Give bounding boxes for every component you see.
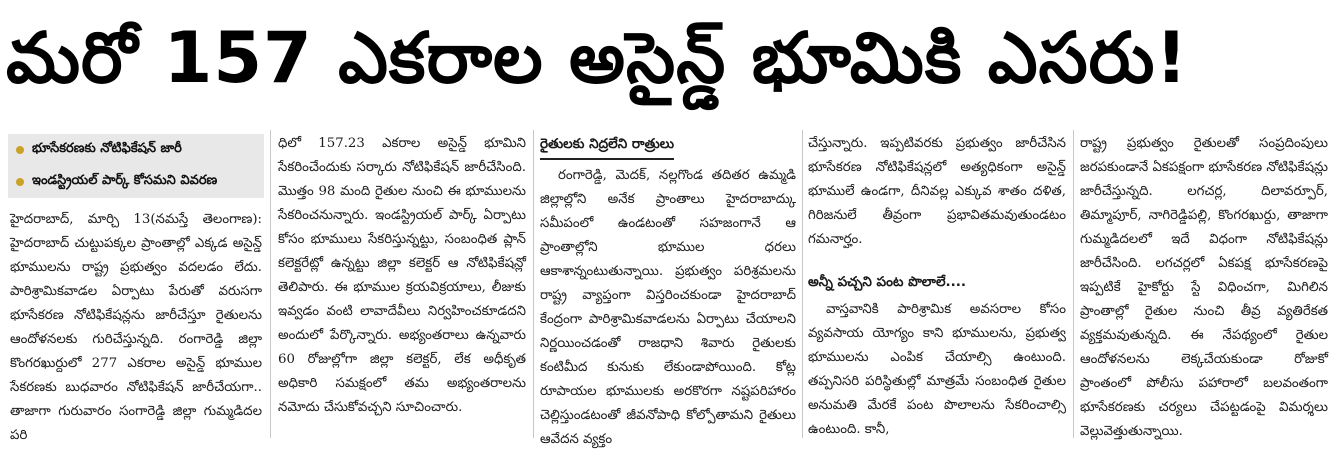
highlights-box <box>8 134 264 198</box>
column-divider <box>802 130 803 438</box>
article-column-2 <box>278 132 526 438</box>
paragraph: హైదరాబాద్, మార్చి 13(నమస్తే తెలంగాణ): హైదరాబాద్ చుట్టుపక్కల ప్రాంతాల్లో ఎక్కడ అసైన్డ్ భూములను రాష్ట్ర ప్రభుత్వం వదలడం లేదు. పారిశ్రామికవాడల ఏర్పాటు పేరుతో వరుసగా భూసేకరణ నోటిఫికేషన్లను జారీచేస్తూ రైతులను ఆందోళనలకు గురిచేస్తున్నది. రంగారెడ్డి జిల్లా కొంగరఖుర్దులో 277 ఎకరాల అసైన్డ్ భూముల సేకరణకు బుధవారం నోటిఫికేషన్ జారీచేయగా.. తాజాగా గురువారం సంగారెడ్డి జిల్లా గుమ్మడిదల పరి <box>10 212 262 443</box>
article-column-3 <box>540 132 796 447</box>
bullet-icon <box>16 178 24 186</box>
paragraph: చేస్తున్నారు. ఇప్పటివరకు ప్రభుత్వం జారీచేసిన భూసేకరణ నోటిఫికేషన్లలో అత్యధికంగా అసైన్డ్ భూములే ఉండగా, దీనివల్ల ఎక్కువ శాతం దళిత, గిరిజనులే తీవ్రంగా ప్రభావితమవుతుండటం గమనార్హం. <box>808 136 1066 247</box>
paragraph: రాష్ట్ర ప్రభుత్వం రైతులతో సంప్రదింపులు జరపకుండానే ఏకపక్షంగా భూసేకరణ నోటిఫికేషన్లు జారీచేస్తున్నది. లగచర్ల, దిలావర్పూర్, తిమ్మాపూర్, నాగిరెడ్డిపల్లి, కొంగరఖుర్దు, తాజాగా గుమ్మడిదలలో ఇదే విధంగా నోటిఫికేషన్లు జారీచేసింది. లగచర్లలో ఏకపక్ష భూసేకరణపై ఇప్పటికే హైకోర్టు స్టే విధించగా, మిగిలిన ప్రాంతాల్లో రైతుల నుంచి తీవ్ర వ్యతిరేకత వ్యక్తమవుతున్నది. ఈ నేపథ్యంలో రైతుల ఆందోళనలను లెక్కచేయకుండా రోజుకో ప్రాంతంలో పోలీసు పహారాలో బలవంతంగా భూసేకరణకు చర్యలు చేపట్టడంపై విమర్శలు వెల్లువెత్తుతున్నాయి. <box>1080 136 1328 439</box>
highlight-text: భూసేకరణకు నోటిఫికేషన్ జారీ <box>32 141 182 156</box>
article-column-1 <box>10 208 262 443</box>
highlight-text: ఇండస్ట్రియల్ పార్క్ కోసమని వివరణ <box>32 173 218 188</box>
headline: మరో 157 ఎకరాల అసైన్డ్ భూమికి ఎసరు! <box>6 17 1189 99</box>
highlight-item <box>8 166 264 198</box>
bullet-icon <box>16 146 24 154</box>
paragraph: రంగారెడ్డి, మెదక్, నల్లగొండ తదితర ఉమ్మడి జిల్లాల్లోని అనేక ప్రాంతాలు హైదరాబాద్కు సమీపంలో ఉండటంతో సహజంగానే ఆ ప్రాంతాల్లోని భూముల ధరలు ఆకాశాన్నంటుతున్నాయి. ప్రభుత్వం పరిశ్రమలను రాష్ట్ర వ్యాప్తంగా విస్తరించకుండా హైదరాబాద్ కేంద్రంగా పారిశ్రామికవాడలను ఏర్పాటు చేయాలని నిర్ణయించడంతో రాజధాని శివారు రైతులకు కంటిమీద కునుకు లేకుండాపోయింది. కోట్ల రూపాయల భూములకు అరకొరగా నష్టపరిహారం చెల్లిస్తుండటంతో జీవనోపాధి కోల్పోతామని రైతులు ఆవేదన వ్యక్తం <box>540 168 796 447</box>
column-divider <box>533 130 534 438</box>
highlight-item <box>8 134 264 166</box>
paragraph: ధిలో 157.23 ఎకరాల అసైన్డ్ భూమిని సేకరించేందుకు సర్కారు నోటిఫికేషన్ జారీచేసింది. మొత్తం 98 మంది రైతుల నుంచి ఈ భూములను సేకరించనున్నారు. ఇండస్ట్రియల్ పార్క్ ఏర్పాటు కోసం భూములు సేకరిస్తున్నట్టు, సంబంధిత ప్లాన్ కలెక్టరేట్లో ఉన్నట్టు జిల్లా కలెక్టర్ ఆ నోటిఫికేషన్లో తెలిపారు. ఈ భూముల క్రయవిక్రయాలు, లీజుకు ఇవ్వడం వంటి లావాదేవీలు నిర్వహించకూడదని అందులో పేర్కొన్నారు. అభ్యంతరాలు ఉన్నవారు 60 రోజుల్లోగా జిల్లా కలెక్టర్, లేక అధీకృత అధికారి సమక్షంలో తమ అభ్యంతరాలను నమోదు చేసుకోవచ్చని సూచించారు. <box>278 136 526 415</box>
paragraph: వాస్తవానికి పారిశ్రామిక అవసరాల కోసం వ్యవసాయ యోగ్యం కాని భూములను, ప్రభుత్వ భూములను ఎంపిక చేయాల్సి ఉంటుంది. తప్పనిసరి పరిస్థితుల్లో మాత్రమే సంబంధిత రైతుల అనుమతి మేరకే పంట పొలాలను సేకరించాల్సి ఉంటుంది. కానీ, <box>808 302 1066 437</box>
column-divider <box>270 130 271 438</box>
column-divider <box>1073 130 1074 438</box>
article-column-4 <box>808 132 1066 438</box>
article-column-5 <box>1080 132 1328 438</box>
subheading: రైతులకు నిద్రలేని రాత్రులు <box>540 132 674 160</box>
subheading: అన్నీ పచ్చని పంట పొలాలే.... <box>808 274 967 290</box>
